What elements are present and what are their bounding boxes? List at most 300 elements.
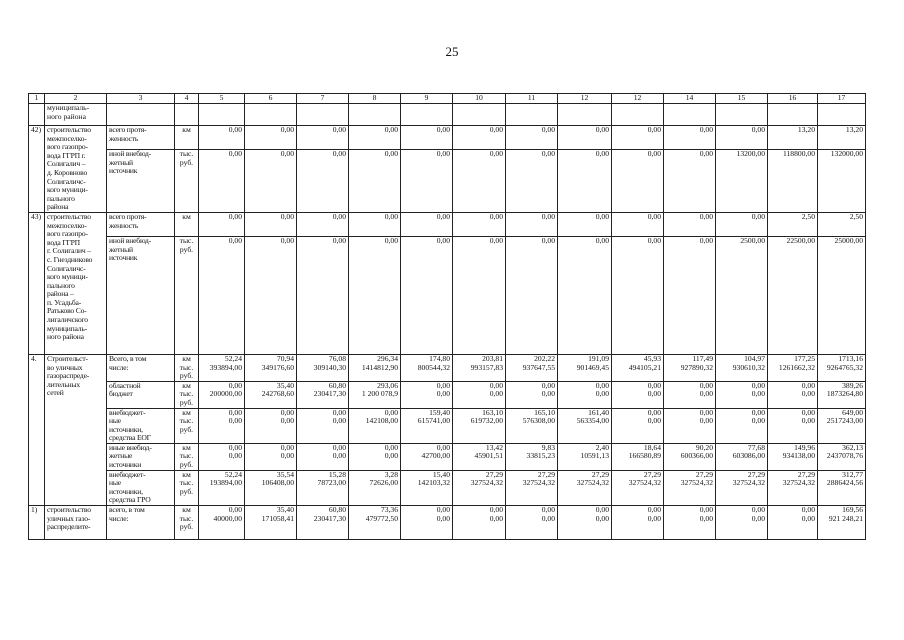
header-row bbox=[29, 94, 866, 104]
value-cell bbox=[245, 126, 297, 150]
value-cell bbox=[199, 381, 245, 408]
value-cell bbox=[506, 408, 558, 443]
cell-line: 45,93 bbox=[643, 354, 661, 363]
cell-line: 2,50 bbox=[801, 212, 815, 221]
value-cell bbox=[716, 381, 768, 408]
value-cell bbox=[349, 506, 401, 540]
cell-line: 27,29 bbox=[485, 470, 503, 479]
cell-line: 1261662,32 bbox=[778, 362, 815, 372]
cell-line: 0,00 bbox=[751, 125, 765, 134]
cell-line: 0,00 bbox=[699, 125, 713, 134]
value-cell bbox=[818, 150, 866, 213]
cell-line: 0,00 bbox=[489, 505, 503, 515]
value-cell bbox=[349, 470, 401, 505]
empty-cell bbox=[506, 104, 558, 126]
continuation-row bbox=[29, 104, 866, 126]
value-cell bbox=[506, 354, 558, 381]
cell-line: 230417,30 bbox=[313, 389, 346, 399]
cell-line: Строительст- bbox=[47, 354, 88, 363]
value-cell bbox=[453, 470, 506, 505]
cell-line: района bbox=[47, 202, 69, 212]
value-cell bbox=[664, 354, 716, 381]
cell-line: ные bbox=[109, 478, 121, 488]
value-cell bbox=[506, 506, 558, 540]
cell-line: 0,00 bbox=[332, 125, 346, 134]
value-cell bbox=[245, 354, 297, 381]
cell-line: 163,10 bbox=[482, 408, 503, 417]
cell-line: 0,00 bbox=[595, 389, 609, 399]
cell-line: 0,00 bbox=[436, 212, 450, 221]
cell-line: женность bbox=[109, 220, 139, 230]
column-header: 9 bbox=[401, 94, 453, 104]
cell-line: 27,29 bbox=[537, 470, 555, 479]
cell-line: жетный bbox=[109, 244, 133, 254]
value-cell bbox=[612, 236, 664, 354]
column-header: 17 bbox=[818, 94, 866, 104]
value-cell bbox=[401, 236, 453, 354]
cell-line: 0,00 bbox=[541, 381, 555, 390]
value-cell bbox=[349, 354, 401, 381]
value-cell bbox=[199, 408, 245, 443]
cell-line: 13,20 bbox=[845, 125, 863, 134]
cell-line: 0,00 bbox=[699, 513, 713, 523]
cell-line: 45901,51 bbox=[474, 451, 503, 461]
cell-line: ные bbox=[109, 416, 121, 426]
value-cell bbox=[349, 236, 401, 354]
cell-line: тыс. bbox=[179, 513, 194, 523]
cell-line: 104,97 bbox=[744, 354, 765, 363]
value-cell bbox=[716, 126, 768, 150]
cell-line: тыс. bbox=[179, 389, 194, 399]
cell-line: руб. bbox=[179, 397, 194, 407]
cell-line: 118800,00 bbox=[783, 149, 815, 159]
cell-line: бюджет bbox=[109, 389, 133, 399]
item-number: 43) bbox=[29, 212, 45, 354]
value-cell bbox=[349, 150, 401, 213]
cell-line: 603086,00 bbox=[732, 451, 765, 461]
value-cell bbox=[199, 506, 245, 540]
value-cell bbox=[453, 236, 506, 354]
cell-line: 937647,55 bbox=[522, 362, 555, 372]
cell-line: во уличных bbox=[47, 362, 83, 372]
cell-line: 993157,83 bbox=[470, 362, 503, 372]
value-cell bbox=[506, 150, 558, 213]
cell-line: 0,00 bbox=[541, 125, 555, 134]
cell-line: 22500,00 bbox=[786, 236, 815, 245]
value-cell bbox=[612, 470, 664, 505]
funding-source bbox=[107, 354, 175, 381]
value-cell bbox=[716, 506, 768, 540]
cell-line: Ратьково Со- bbox=[47, 306, 87, 316]
cell-line: 293,06 bbox=[377, 381, 398, 390]
cell-line: газораспреде- bbox=[47, 371, 90, 381]
empty-cell bbox=[349, 104, 401, 126]
value-cell bbox=[453, 381, 506, 408]
cell-line: 165,10 bbox=[534, 408, 555, 417]
cell-line: руб. bbox=[179, 244, 194, 254]
cell-line: 0,00 bbox=[699, 212, 713, 221]
cell-line: 117,49 bbox=[692, 354, 713, 363]
cell-line: 2500,00 bbox=[740, 236, 765, 245]
cell-line: 563354,00 bbox=[576, 416, 609, 426]
cell-line: 0,00 bbox=[436, 125, 450, 134]
cell-line: 0,00 bbox=[647, 149, 661, 159]
value-cell bbox=[453, 443, 506, 470]
cell-line: 0,00 bbox=[436, 149, 450, 159]
cell-line: 13200,00 bbox=[736, 149, 765, 159]
cell-line: 0,00 bbox=[332, 416, 346, 426]
cell-line: км bbox=[182, 212, 191, 221]
cell-line: 327524,32 bbox=[576, 478, 609, 488]
cell-line: 2,40 bbox=[595, 443, 609, 452]
cell-line: 0,00 bbox=[647, 513, 661, 523]
cell-line: 0,00 bbox=[801, 505, 815, 515]
cell-line: 0,00 bbox=[699, 381, 713, 390]
value-cell bbox=[453, 506, 506, 540]
cell-line: числе: bbox=[109, 362, 129, 372]
funding-source bbox=[107, 236, 175, 354]
cell-line: 389,26 bbox=[842, 381, 863, 390]
value-cell bbox=[401, 408, 453, 443]
cell-line: 27,29 bbox=[591, 470, 609, 479]
cell-line: 0,00 bbox=[751, 513, 765, 523]
cell-line: руб. bbox=[179, 460, 194, 470]
value-cell bbox=[558, 381, 612, 408]
value-cell bbox=[664, 470, 716, 505]
cell-line: 0,00 bbox=[801, 389, 815, 399]
cell-line: 0,00 bbox=[647, 416, 661, 426]
value-cell bbox=[199, 236, 245, 354]
value-cell bbox=[297, 470, 349, 505]
cell-line: 0,00 bbox=[228, 236, 242, 245]
cell-line: 132000,00 bbox=[830, 149, 863, 159]
empty-cell bbox=[664, 104, 716, 126]
value-cell bbox=[664, 381, 716, 408]
funding-source bbox=[107, 443, 175, 470]
cell-line: 174,80 bbox=[429, 354, 450, 363]
cell-line: 615741,00 bbox=[417, 416, 450, 426]
data-table bbox=[28, 93, 866, 540]
cell-line: руб. bbox=[179, 157, 194, 167]
cell-line: 0,00 bbox=[332, 451, 346, 461]
cell-line: 0,00 bbox=[280, 416, 294, 426]
value-cell bbox=[297, 443, 349, 470]
value-cell bbox=[245, 408, 297, 443]
cell-line: 242768,60 bbox=[261, 389, 294, 399]
cell-line: 191,09 bbox=[588, 354, 609, 363]
value-cell bbox=[401, 443, 453, 470]
cell-line: источники, bbox=[109, 424, 143, 434]
table-row bbox=[29, 381, 866, 408]
cell-line: 0,00 bbox=[647, 212, 661, 221]
value-cell bbox=[558, 126, 612, 150]
table-row bbox=[29, 236, 866, 354]
item-name bbox=[45, 354, 107, 505]
cell-line: 0,00 bbox=[332, 443, 346, 452]
cell-line: 0,00 bbox=[801, 416, 815, 426]
cell-line: 327524,32 bbox=[782, 478, 815, 488]
value-cell bbox=[612, 354, 664, 381]
cell-line: 0,00 bbox=[332, 408, 346, 417]
item-number: 4. bbox=[29, 354, 45, 505]
unit bbox=[175, 354, 199, 381]
cell-line: 349176,60 bbox=[261, 362, 294, 372]
value-cell bbox=[664, 236, 716, 354]
value-cell bbox=[768, 150, 818, 213]
cell-line: 25000,00 bbox=[834, 236, 863, 245]
cell-line: Всего, в том bbox=[109, 354, 147, 363]
cell-line: тыс. bbox=[179, 236, 194, 245]
value-cell bbox=[297, 236, 349, 354]
value-cell bbox=[401, 354, 453, 381]
empty-cell bbox=[245, 104, 297, 126]
value-cell bbox=[768, 354, 818, 381]
value-cell bbox=[349, 381, 401, 408]
value-cell bbox=[506, 212, 558, 236]
cell-line: 142108,00 bbox=[365, 416, 398, 426]
cell-line: пального bbox=[47, 280, 75, 290]
cell-line: 362,13 bbox=[842, 443, 863, 452]
cell-line: 40000,00 bbox=[213, 513, 242, 523]
unit bbox=[175, 126, 199, 150]
value-cell bbox=[245, 506, 297, 540]
cell-line: 35,40 bbox=[276, 505, 294, 515]
cell-line: руб. bbox=[179, 424, 194, 434]
cell-line: 0,00 bbox=[332, 212, 346, 221]
value-cell bbox=[199, 354, 245, 381]
cell-line: строительство bbox=[47, 505, 91, 515]
cell-line: 0,00 bbox=[595, 381, 609, 390]
cell-line: 0,00 bbox=[489, 381, 503, 390]
item-number: 42) bbox=[29, 126, 45, 213]
unit bbox=[175, 506, 199, 540]
cell-line: 0,00 bbox=[489, 125, 503, 134]
cell-line: 0,00 bbox=[489, 389, 503, 399]
cell-line: 0,00 bbox=[541, 149, 555, 159]
cell-line: 0,00 bbox=[595, 513, 609, 523]
cell-line: 171058,41 bbox=[261, 513, 294, 523]
value-cell bbox=[612, 126, 664, 150]
value-cell bbox=[558, 470, 612, 505]
cell-line: 901469,45 bbox=[576, 362, 609, 372]
cell-line: 27,29 bbox=[643, 470, 661, 479]
value-cell bbox=[245, 443, 297, 470]
empty-cell bbox=[716, 104, 768, 126]
unit bbox=[175, 408, 199, 443]
column-header: 1 bbox=[29, 94, 45, 104]
table-row bbox=[29, 150, 866, 213]
cell-line: 0,00 bbox=[595, 212, 609, 221]
cell-line: 0,00 bbox=[436, 389, 450, 399]
cell-line: 0,00 bbox=[384, 408, 398, 417]
value-cell bbox=[818, 354, 866, 381]
value-cell bbox=[297, 506, 349, 540]
value-cell bbox=[401, 381, 453, 408]
cell-line: 0,00 bbox=[228, 451, 242, 461]
cell-line: 0,00 bbox=[595, 505, 609, 515]
value-cell bbox=[453, 126, 506, 150]
cell-line: 0,00 bbox=[280, 443, 294, 452]
value-cell bbox=[768, 443, 818, 470]
cell-line: км bbox=[182, 408, 191, 417]
cell-line: пального bbox=[47, 193, 75, 203]
cell-line: 0,00 bbox=[280, 212, 294, 221]
cell-line: межпоселко- bbox=[47, 133, 87, 143]
empty-cell bbox=[199, 104, 245, 126]
column-header: 14 bbox=[664, 94, 716, 104]
cell-line: 309140,30 bbox=[313, 362, 346, 372]
cell-line: вода ГГРП г. bbox=[47, 150, 86, 160]
unit bbox=[175, 470, 199, 505]
cell-line: д. Коровново bbox=[47, 167, 88, 177]
value-cell bbox=[297, 150, 349, 213]
value-cell bbox=[199, 470, 245, 505]
value-cell bbox=[297, 212, 349, 236]
cell-line: жетные bbox=[109, 451, 133, 461]
value-cell bbox=[506, 381, 558, 408]
value-cell bbox=[612, 150, 664, 213]
cell-line: 193894,00 bbox=[209, 478, 242, 488]
cell-line: 0,00 bbox=[751, 505, 765, 515]
cell-line: 0,00 bbox=[699, 416, 713, 426]
value-cell bbox=[245, 381, 297, 408]
empty-cell bbox=[818, 104, 866, 126]
cell-line: 35,40 bbox=[276, 381, 294, 390]
cell-line: 0,00 bbox=[384, 149, 398, 159]
value-cell bbox=[297, 381, 349, 408]
value-cell bbox=[401, 212, 453, 236]
cell-line: лигаличского bbox=[47, 315, 88, 325]
value-cell bbox=[558, 506, 612, 540]
column-header: 16 bbox=[768, 94, 818, 104]
cell-line: п. Усадьба- bbox=[47, 297, 82, 307]
value-cell bbox=[558, 212, 612, 236]
cell-line: 0,00 bbox=[541, 212, 555, 221]
cell-line: 934138,00 bbox=[782, 451, 815, 461]
cell-line: 161,40 bbox=[588, 408, 609, 417]
cell-line: 202,22 bbox=[534, 354, 555, 363]
cell-line: внебюджет- bbox=[109, 470, 146, 479]
cell-line: 0,00 bbox=[699, 236, 713, 245]
cell-line: км bbox=[182, 381, 191, 390]
cell-line: межпоселко- bbox=[47, 220, 87, 230]
cell-line: иной внебюд- bbox=[109, 236, 152, 245]
cell-line: 0,00 bbox=[332, 236, 346, 245]
column-header: 5 bbox=[199, 94, 245, 104]
value-cell bbox=[612, 506, 664, 540]
value-cell bbox=[453, 354, 506, 381]
value-cell bbox=[768, 212, 818, 236]
cell-line: 76,08 bbox=[328, 354, 346, 363]
column-header: 3 bbox=[107, 94, 175, 104]
unit bbox=[175, 236, 199, 354]
value-cell bbox=[612, 408, 664, 443]
cell-line: 327524,32 bbox=[470, 478, 503, 488]
cell-line: 0,00 bbox=[436, 443, 450, 452]
cell-line: 800544,32 bbox=[417, 362, 450, 372]
value-cell bbox=[612, 381, 664, 408]
cell-line: уличных газо- bbox=[47, 513, 91, 523]
column-header: 15 bbox=[716, 94, 768, 104]
cell-line: источник bbox=[109, 253, 138, 263]
value-cell bbox=[558, 150, 612, 213]
cell-line: 27,29 bbox=[797, 470, 815, 479]
cell-line: 0,00 bbox=[228, 505, 242, 515]
cell-line: ного района bbox=[47, 332, 84, 342]
cell-line: 494105,21 bbox=[628, 362, 661, 372]
cell-line: 13,42 bbox=[485, 443, 503, 452]
cell-line: тыс. bbox=[179, 478, 194, 488]
value-cell bbox=[199, 443, 245, 470]
cell-line: 200000,00 bbox=[209, 389, 242, 399]
cell-line: 479772,50 bbox=[365, 513, 398, 523]
cell-line: муниципаль- bbox=[47, 323, 87, 333]
cell-line: внебюджет- bbox=[109, 408, 146, 417]
cell-line: 1713,16 bbox=[838, 354, 863, 363]
cell-line: 393894,00 bbox=[209, 362, 242, 372]
cell-line: 18,64 bbox=[643, 443, 661, 452]
cell-line: 230417,30 bbox=[313, 513, 346, 523]
cell-line: км bbox=[182, 505, 191, 515]
unit bbox=[175, 150, 199, 213]
continuation-text bbox=[45, 104, 107, 126]
cell-line: 0,00 bbox=[436, 505, 450, 515]
funding-source bbox=[107, 506, 175, 540]
cell-line: 0,00 bbox=[280, 408, 294, 417]
cell-line: 15,40 bbox=[432, 470, 450, 479]
value-cell bbox=[818, 408, 866, 443]
unit bbox=[175, 212, 199, 236]
value-cell bbox=[401, 126, 453, 150]
empty-cell bbox=[401, 104, 453, 126]
value-cell bbox=[349, 212, 401, 236]
cell-line: Солигаличс- bbox=[47, 176, 86, 186]
value-cell bbox=[506, 236, 558, 354]
cell-line: 10591,13 bbox=[580, 451, 609, 461]
cell-line: 0,00 bbox=[801, 381, 815, 390]
cell-line: 106408,00 bbox=[261, 478, 294, 488]
cell-line: 3,28 bbox=[384, 470, 398, 479]
cell-line: источники bbox=[109, 460, 142, 470]
cell-line: 0,00 bbox=[751, 381, 765, 390]
value-cell bbox=[297, 408, 349, 443]
cell-line: источники, bbox=[109, 486, 143, 496]
cell-line: 90,20 bbox=[695, 443, 713, 452]
cell-line: Солигалич – bbox=[47, 159, 86, 169]
cell-line: 0,00 bbox=[384, 443, 398, 452]
funding-source bbox=[107, 381, 175, 408]
value-cell bbox=[453, 150, 506, 213]
value-cell bbox=[664, 126, 716, 150]
cell-line: тыс. bbox=[179, 362, 194, 372]
value-cell bbox=[818, 236, 866, 354]
column-header: 8 bbox=[349, 94, 401, 104]
cell-line: 70,94 bbox=[276, 354, 294, 363]
cell-line: 15,28 bbox=[328, 470, 346, 479]
value-cell bbox=[716, 470, 768, 505]
value-cell bbox=[199, 126, 245, 150]
table-row bbox=[29, 212, 866, 236]
cell-line: 0,00 bbox=[228, 381, 242, 390]
funding-source bbox=[107, 126, 175, 150]
cell-line: строительство bbox=[47, 125, 91, 134]
table-row bbox=[29, 470, 866, 505]
cell-line: 0,00 bbox=[699, 389, 713, 399]
cell-line: средства ЕОГ bbox=[109, 433, 151, 443]
cell-line: 1414812,90 bbox=[361, 362, 398, 372]
cell-line: 35,54 bbox=[276, 470, 294, 479]
cell-line: 0,00 bbox=[595, 125, 609, 134]
